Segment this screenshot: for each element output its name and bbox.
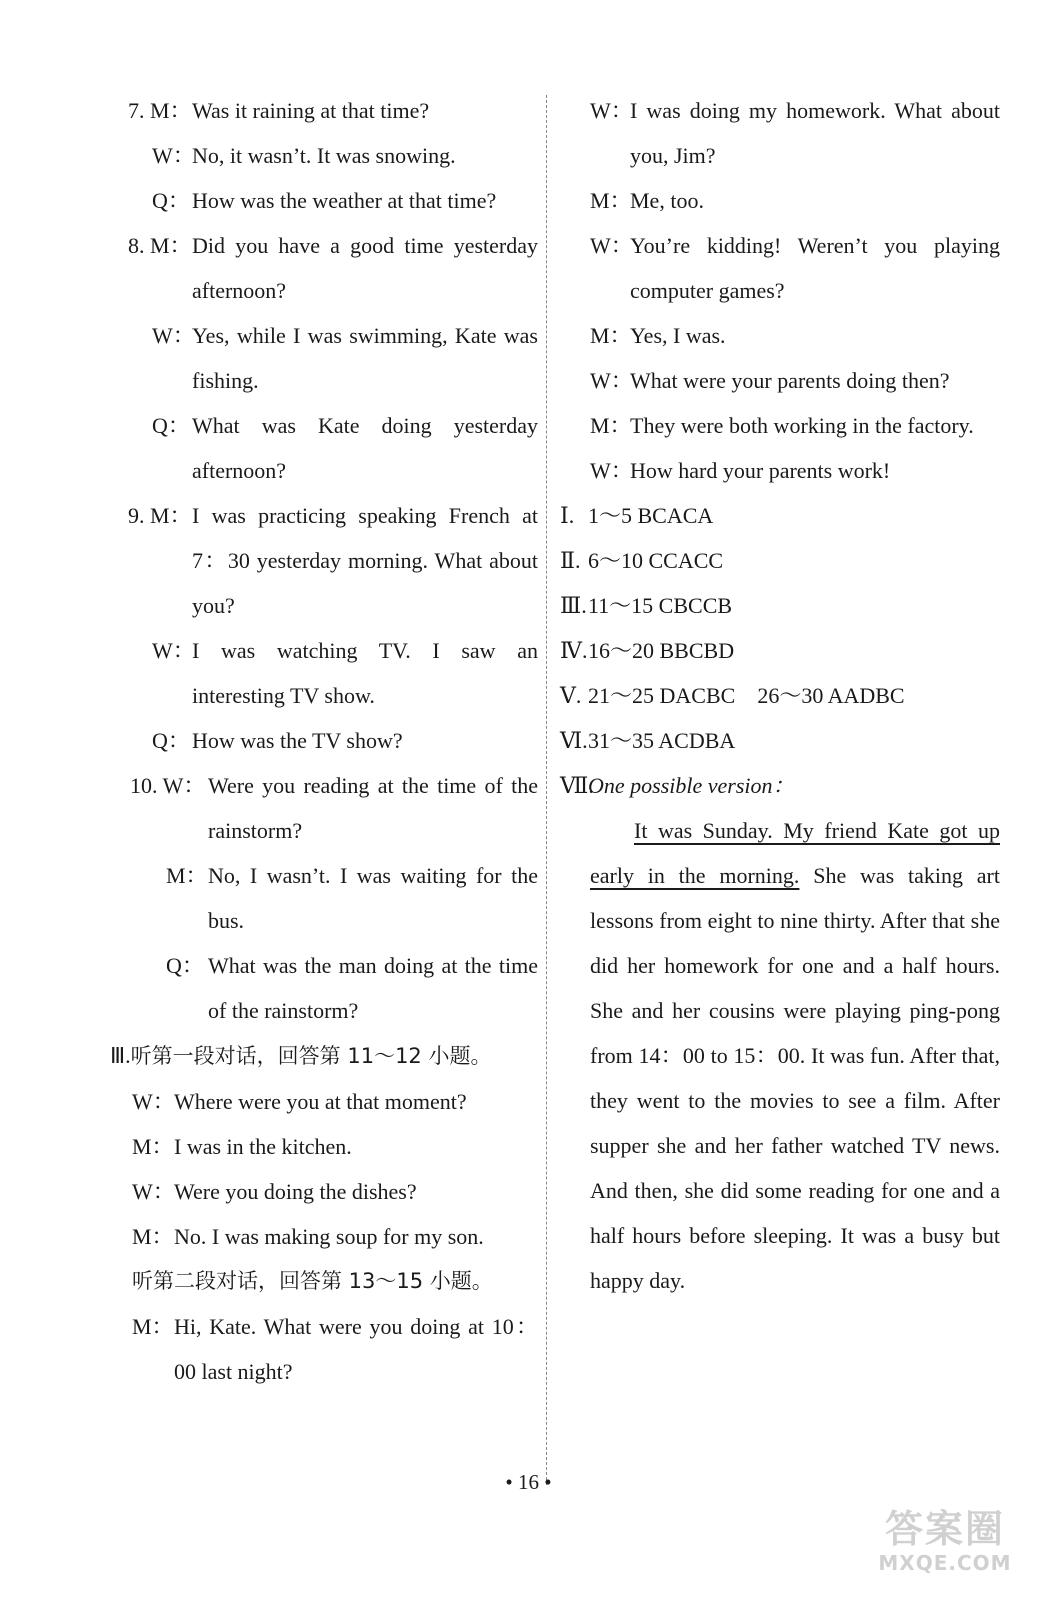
section-3-title-text: 听第一段对话，回答第 11～12 小题。 [130,1044,492,1068]
answer-key: 6～10 CCACC [588,548,724,573]
speaker-label: W： [590,368,633,393]
speaker-label: M： [132,1224,174,1249]
dialogue-text: Did you have a good time yesterday afternoon? [192,233,538,303]
essay-body: She was taking art lessons from eight to nine thirty. After that she did her homework for one and a half hours. She and her cousins were playing ping-pong from 14：00 to 15：00. It was fun. After that, they went to the movies to see a film. After supper she and her father watched TV news. And then, she did some reading for one and a half hours before sleeping. It was a busy but happy day. [590,863,1000,1293]
dialogue-line [560,448,1000,493]
answer-numeral: Ⅵ. [560,728,588,753]
section-3-numeral: Ⅲ. [110,1043,131,1068]
dialogue-line [110,178,538,223]
answer-key-extra: 26～30 AADBC [757,683,905,708]
answer-numeral: Ⅲ. [560,593,587,618]
dialog-1 [110,1079,538,1259]
speaker-label: 9. M： [128,503,192,528]
question-10 [110,763,538,1033]
answer-row [560,628,1000,673]
speaker-label: W： [132,1089,175,1114]
dialogue-line [110,943,538,1033]
speaker-label: W： [152,638,195,663]
page-number: • 16 • [505,1470,552,1494]
dialogue-line [110,1124,538,1169]
essay-given-opening: It was Sunday. My friend Kate got up early in the morning. [590,818,1000,888]
speaker-label: W： [590,233,633,258]
dialogue-line [110,628,538,718]
speaker-label: Q： [152,413,190,438]
section-7-numeral: Ⅶ. [560,773,594,798]
right-column [560,88,1000,1303]
answer-numeral: Ⅰ. [560,503,575,528]
answer-key: 11～15 CBCCB [588,593,733,618]
section-3-title [110,1033,538,1079]
answer-row [560,493,1000,538]
left-column [110,88,538,1394]
dialogue-text: How was the weather at that time? [192,188,497,213]
speaker-label: 7. M： [128,98,192,123]
speaker-label: M： [590,413,632,438]
speaker-label: M： [132,1134,174,1159]
dialogue-line [110,403,538,493]
dialogue-line [560,88,1000,178]
speaker-label: Q： [152,728,190,753]
dialogue-line [560,358,1000,403]
speaker-label: M： [166,863,208,888]
watermark-bottom-text: MXQE.COM [878,1551,1012,1575]
speaker-label: 8. M： [128,233,192,258]
answer-key: 31～35 ACDBA [588,728,736,753]
dialogue-text: I was doing my homework. What about you, Jim? [630,98,1000,168]
sample-essay [560,808,1000,1303]
dialogue-text: Were you doing the dishes? [174,1179,417,1204]
dialogue-text: No, I wasn’t. I was waiting for the bus. [208,863,538,933]
dialogue-text: Hi, Kate. What were you doing at 10：00 last night? [174,1314,538,1384]
speaker-label: M： [132,1314,174,1339]
dialogue-text: I was in the kitchen. [174,1134,352,1159]
dialogue-text: I was practicing speaking French at 7：30 yesterday morning. What about you? [192,503,538,618]
answer-row [560,673,1000,718]
answer-key: 16～20 BBCBD [588,638,735,663]
dialogue-line [110,313,538,403]
dialogue-text: I was watching TV. I saw an interesting TV show. [192,638,538,708]
speaker-label: Q： [152,188,190,213]
dialogue-line [110,718,538,763]
dialogue-text: Where were you at that moment? [174,1089,467,1114]
dialogue-line [110,493,538,628]
dialogue-text: Yes, while I was swimming, Kate was fishing. [192,323,538,393]
dialogue-text: How was the TV show? [192,728,403,753]
watermark-top-text: 答案圈 [884,1507,1005,1551]
speaker-label: M： [590,188,632,213]
question-9 [110,493,538,763]
dialogue-line [110,763,538,853]
dialogue-text: What was the man doing at the time of the rainstorm? [208,953,538,1023]
speaker-label: W： [132,1179,175,1204]
dialogue-text: No. I was making soup for my son. [174,1224,484,1249]
column-divider [546,95,547,1485]
dialogue-line [110,1079,538,1124]
dialogue-text: Were you reading at the time of the rainstorm? [208,773,538,843]
dialogue-line [110,223,538,313]
answer-numeral: Ⅳ. [560,638,588,663]
dialogue-line [110,1214,538,1259]
dialogue-text: Yes, I was. [630,323,726,348]
dialogue-text: What was Kate doing yesterday afternoon? [192,413,538,483]
speaker-label: W： [152,323,195,348]
section-7-label: One possible version： [588,773,795,798]
speaker-label: Q： [166,953,204,978]
speaker-label: W： [590,458,633,483]
question-8 [110,223,538,493]
speaker-label: W： [590,98,633,123]
dialogue-text: No, it wasn’t. It was snowing. [192,143,456,168]
dialogue-line [560,178,1000,223]
dialogue-line [110,853,538,943]
section-7-heading [560,763,1000,808]
dialogue-text: They were both working in the factory. [630,413,974,438]
dialog-2-right [560,88,1000,493]
answer-key: 1～5 BCACA [588,503,714,528]
dialogue-text: What were your parents doing then? [630,368,950,393]
answer-row [560,718,1000,763]
dialogue-text: Was it raining at that time? [192,98,430,123]
answer-numeral: Ⅴ. [560,683,582,708]
dialogue-line [560,403,1000,448]
dialogue-line [110,133,538,178]
answer-numeral: Ⅱ. [560,548,581,573]
speaker-label: M： [590,323,632,348]
answer-row [560,538,1000,583]
question-7 [110,88,538,223]
dialogue-line [110,88,538,133]
dialogue-text: How hard your parents work! [630,458,891,483]
dialogue-text: Me, too. [630,188,704,213]
dialog-2-left [110,1304,538,1394]
answer-list [560,493,1000,763]
answer-row [560,583,1000,628]
speaker-label: W： [152,143,195,168]
answer-key: 21～25 DACBC [588,683,736,708]
watermark-logo [855,1508,1035,1586]
dialogue-line [560,313,1000,358]
dialog-2-title: 听第二段对话，回答第 13～15 小题。 [132,1269,493,1293]
dialogue-line [110,1169,538,1214]
dialogue-line [560,223,1000,313]
speaker-label: 10. W： [130,773,206,798]
dialogue-text: You’re kidding! Weren’t you playing computer games? [630,233,1000,303]
dialogue-line [110,1304,538,1394]
